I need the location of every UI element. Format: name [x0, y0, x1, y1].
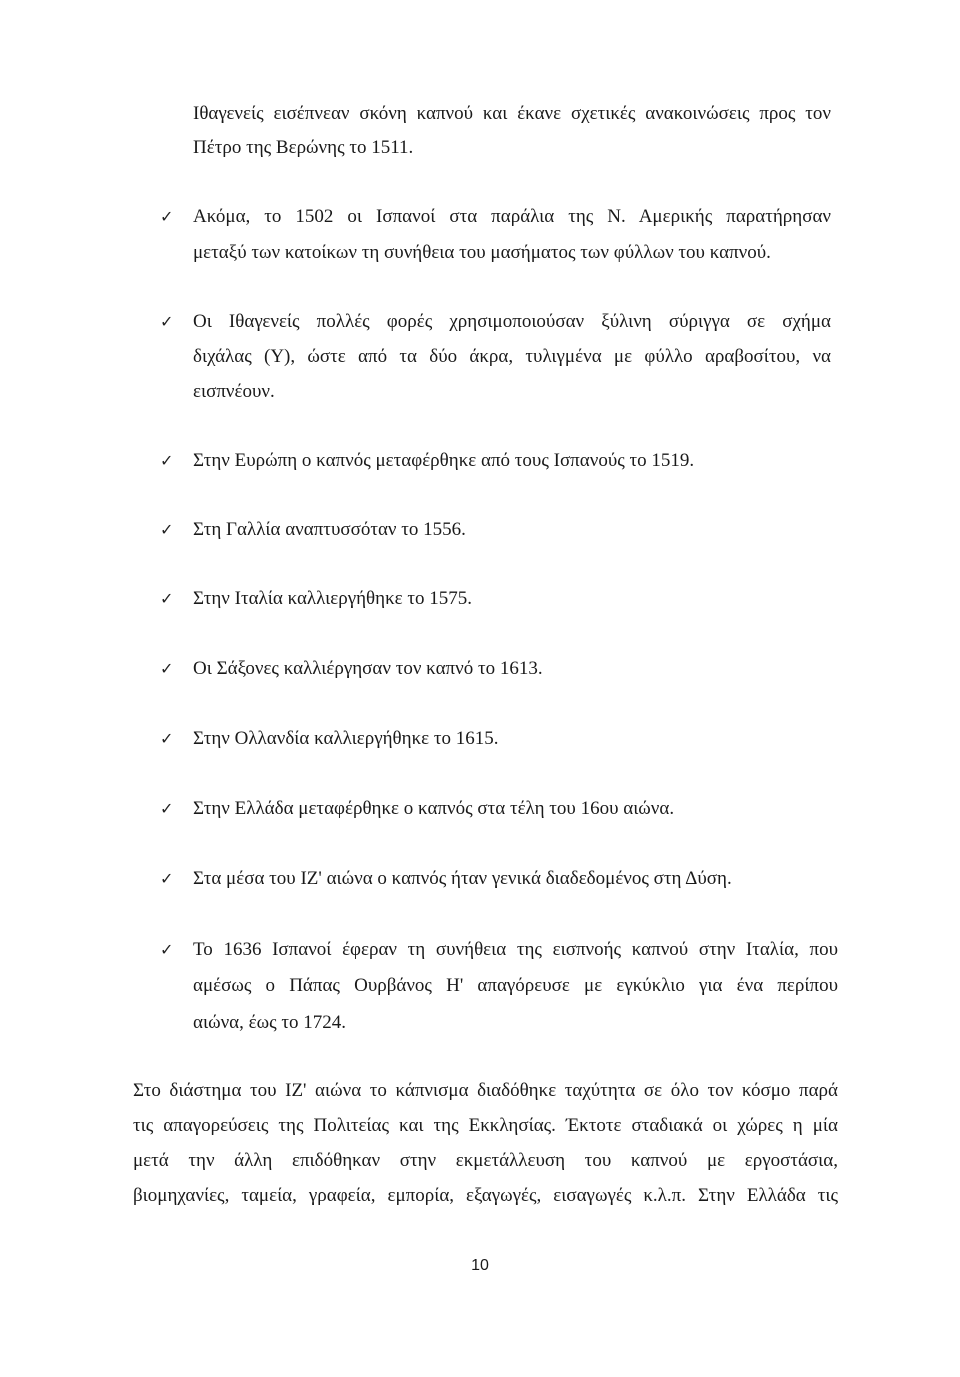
- intro-line: Πέτρο της Βερώνης το 1511.: [193, 137, 414, 158]
- closing-line: τις απαγορεύσεις της Πολιτείας και της Εκκλησίας. Έκτοτε σταδιακά οι χώρες η μία: [133, 1115, 838, 1136]
- checkmark-icon: ✓: [160, 659, 174, 678]
- bullet-line: Ακόμα, το 1502 οι Ισπανοί στα παράλια της Ν. Αμερικής παρατήρησαν: [193, 206, 831, 227]
- page-number: 10: [471, 1257, 489, 1274]
- bullet-line: Στην Ευρώπη ο καπνός μεταφέρθηκε από τους Ισπανούς το 1519.: [193, 450, 695, 471]
- checkmark-icon: ✓: [160, 799, 174, 818]
- bullet-line: Οι Ιθαγενείς πολλές φορές χρησιμοποιούσαν ξύλινη σύριγγα σε σχήμα: [193, 311, 831, 332]
- checkmark-icon: ✓: [160, 940, 174, 959]
- bullet-line: εισπνέουν.: [193, 381, 275, 402]
- checkmark-icon: ✓: [160, 451, 174, 470]
- checkmark-icon: ✓: [160, 520, 174, 539]
- closing-line: μετά την άλλη επιδόθηκαν στην εκμετάλλευση του καπνού με εργοστάσια,: [133, 1150, 838, 1171]
- bullet-line: διχάλας (Υ), ώστε από τα δύο άκρα, τυλιγμένα με φύλλο αραβοσίτου, να: [193, 346, 831, 367]
- closing-line: βιομηχανίες, ταμεία, γραφεία, εμπορία, εξαγωγές, εισαγωγές κ.λ.π. Στην Ελλάδα τις: [133, 1185, 838, 1206]
- checkmark-icon: ✓: [160, 312, 174, 331]
- checkmark-icon: ✓: [160, 589, 174, 608]
- bullet-line: αιώνα, έως το 1724.: [193, 1012, 347, 1033]
- bullet-line: Στην Ιταλία καλλιεργήθηκε το 1575.: [193, 588, 473, 609]
- bullet-line: μεταξύ των κατοίκων τη συνήθεια του μασήματος των φύλλων του καπνού.: [193, 242, 771, 263]
- bullet-line: Στη Γαλλία αναπτυσσόταν το 1556.: [193, 519, 466, 540]
- bullet-line: Στα μέσα του ΙΖ' αιώνα ο καπνός ήταν γενικά διαδεδομένος στη Δύση.: [193, 868, 732, 889]
- closing-line: Στο διάστημα του ΙΖ' αιώνα το κάπνισμα διαδόθηκε ταχύτητα σε όλο τον κόσμο παρά: [133, 1080, 838, 1101]
- checkmark-icon: ✓: [160, 207, 174, 226]
- bullet-line: Οι Σάξονες καλλιέργησαν τον καπνό το 1613.: [193, 658, 543, 679]
- checkmark-icon: ✓: [160, 869, 174, 888]
- bullet-line: αμέσως ο Πάπας Ουρβάνος Η' απαγόρευσε με εγκύκλιο για ένα περίπου: [193, 975, 838, 996]
- checkmark-icon: ✓: [160, 729, 174, 748]
- bullet-line: Το 1636 Ισπανοί έφεραν τη συνήθεια της εισπνοής καπνού στην Ιταλία, που: [193, 939, 838, 960]
- bullet-line: Στην Ελλάδα μεταφέρθηκε ο καπνός στα τέλη του 16ου αιώνα.: [193, 798, 675, 819]
- intro-line: Ιθαγενείς εισέπνεαν σκόνη καπνού και έκανε σχετικές ανακοινώσεις προς τον: [193, 103, 831, 124]
- bullet-line: Στην Ολλανδία καλλιεργήθηκε το 1615.: [193, 728, 499, 749]
